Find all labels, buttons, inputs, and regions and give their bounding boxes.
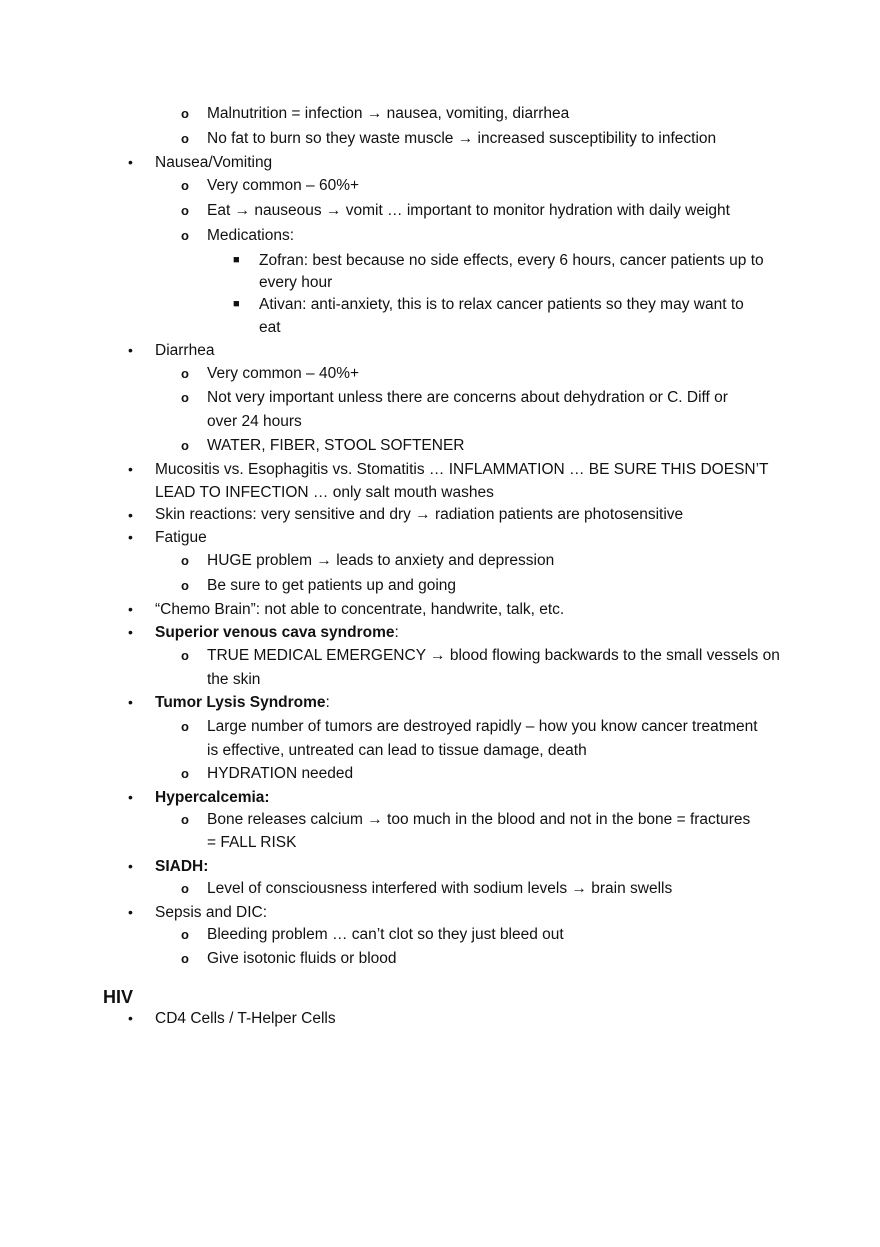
bullet-circle: o: [181, 719, 189, 734]
list-item: Diarrhea: [155, 342, 215, 359]
bullet-dot: •: [128, 789, 133, 805]
list-item: Nausea/Vomiting: [155, 154, 273, 171]
list-item: [155, 623, 399, 643]
bullet-circle: o: [181, 881, 189, 896]
term-bold: Superior venous cava syndrome: [155, 624, 395, 641]
bullet-circle: o: [181, 390, 189, 405]
list-item: Skin reactions: very sensitive and dry → radiation patients are photosensitive: [155, 506, 684, 523]
list-item: [155, 693, 330, 713]
list-item-continuation: LEAD TO INFECTION … only salt mouth washes: [155, 484, 494, 501]
list-item: TRUE MEDICAL EMERGENCY → blood flowing backwards to the small vessels on: [207, 647, 780, 664]
bullet-dot: •: [128, 904, 133, 920]
bullet-circle: o: [181, 131, 189, 146]
bullet-circle: o: [181, 578, 189, 593]
list-item-continuation: = FALL RISK: [207, 834, 297, 851]
bullet-circle: o: [181, 228, 189, 243]
list-item: Level of consciousness interfered with sodium levels → brain swells: [207, 880, 673, 897]
list-item: No fat to burn so they waste muscle → increased susceptibility to infection: [207, 130, 717, 147]
bullet-dot: •: [128, 154, 133, 170]
list-item: Mucositis vs. Esophagitis vs. Stomatitis … INFLAMMATION … BE SURE THIS DOESN’T: [155, 461, 769, 478]
list-item-continuation: the skin: [207, 671, 261, 688]
list-item: Bone releases calcium → too much in the blood and not in the bone = fractures: [207, 811, 751, 828]
bullet-circle: o: [181, 766, 189, 781]
bullet-dot: •: [128, 601, 133, 617]
bullet-circle: o: [181, 553, 189, 568]
list-item: SIADH:: [155, 858, 209, 875]
bullet-dot: •: [128, 461, 133, 477]
list-item: Ativan: anti-anxiety, this is to relax cancer patients so they may want to: [259, 296, 744, 313]
list-item: Eat → nauseous → vomit … important to monitor hydration with daily weight: [207, 202, 730, 219]
bullet-circle: o: [181, 106, 189, 121]
list-item: Zofran: best because no side effects, every 6 hours, cancer patients up to: [259, 252, 764, 269]
bullet-dot: •: [128, 342, 133, 358]
list-item: Bleeding problem … can’t clot so they just bleed out: [207, 926, 564, 943]
bullet-circle: o: [181, 178, 189, 193]
bullet-square: ■: [233, 254, 240, 266]
list-item: “Chemo Brain”: not able to concentrate, handwrite, talk, etc.: [155, 601, 565, 618]
bullet-circle: o: [181, 203, 189, 218]
bullet-dot: •: [128, 1010, 133, 1026]
bullet-circle: o: [181, 366, 189, 381]
list-item: Very common – 40%+: [207, 365, 360, 382]
term-colon: :: [394, 624, 399, 641]
list-item-continuation: is effective, untreated can lead to tissue damage, death: [207, 742, 587, 759]
bullet-circle: o: [181, 812, 189, 827]
list-item: Malnutrition = infection → nausea, vomiting, diarrhea: [207, 105, 570, 122]
list-item-continuation: eat: [259, 319, 281, 336]
section-heading: HIV: [103, 987, 134, 1007]
list-item-continuation: over 24 hours: [207, 413, 302, 430]
list-item: Be sure to get patients up and going: [207, 577, 457, 594]
bullet-square: ■: [233, 298, 240, 310]
bullet-dot: •: [128, 858, 133, 874]
list-item: Hypercalcemia:: [155, 789, 270, 806]
bullet-dot: •: [128, 529, 133, 545]
list-item: Large number of tumors are destroyed rapidly – how you know cancer treatment: [207, 718, 758, 735]
term-colon: :: [325, 694, 330, 711]
list-item: WATER, FIBER, STOOL SOFTENER: [207, 437, 465, 454]
bullet-circle: o: [181, 438, 189, 453]
bullet-dot: •: [128, 624, 133, 640]
list-item: Medications:: [207, 227, 295, 244]
list-item: Very common – 60%+: [207, 177, 360, 194]
list-item: Sepsis and DIC:: [155, 904, 267, 921]
list-item: Give isotonic fluids or blood: [207, 950, 397, 967]
term-bold: Tumor Lysis Syndrome: [155, 694, 326, 711]
bullet-circle: o: [181, 648, 189, 663]
bullet-dot: •: [128, 507, 133, 523]
bullet-circle: o: [181, 927, 189, 942]
bullet-dot: •: [128, 694, 133, 710]
list-item-continuation: every hour: [259, 274, 333, 291]
list-item: HYDRATION needed: [207, 765, 354, 782]
list-item: Fatigue: [155, 529, 207, 546]
list-item: CD4 Cells / T-Helper Cells: [155, 1010, 336, 1027]
list-item: HUGE problem → leads to anxiety and depression: [207, 552, 555, 569]
bullet-circle: o: [181, 951, 189, 966]
list-item: Not very important unless there are concerns about dehydration or C. Diff or: [207, 389, 728, 406]
